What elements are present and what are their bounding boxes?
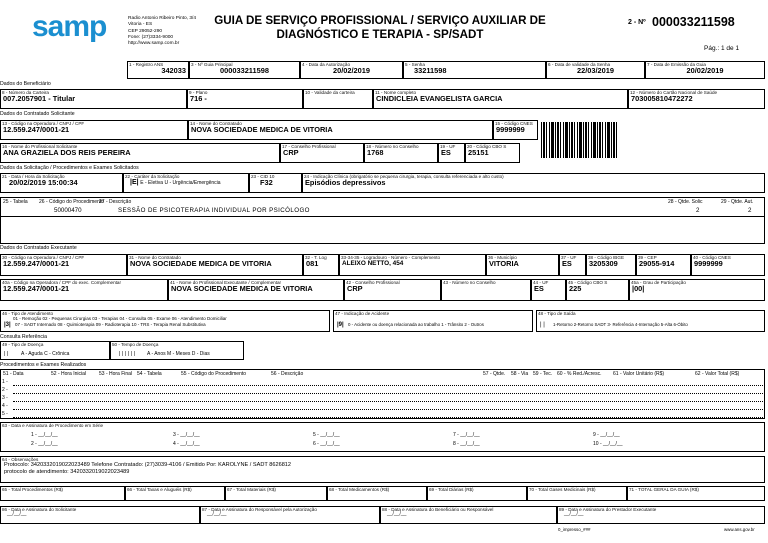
ibge-field <box>586 254 636 276</box>
field-label: 14 - Nome do Contratado <box>190 121 242 126</box>
serie-blank: __/__/__ <box>603 441 623 447</box>
codigo-executante-field <box>0 254 127 276</box>
field-label: 63 - Data e Assinatura de Procedimento em Série <box>2 423 104 428</box>
field-value: CRP <box>347 284 363 293</box>
codigo-executante-complementar-field <box>0 279 168 301</box>
nome-beneficiario-field <box>373 89 628 109</box>
table-row: 5 - <box>2 411 8 417</box>
cep-field <box>636 254 691 276</box>
field-value: NOVA SOCIEDADE MEDICA DE VITORIA <box>171 284 313 293</box>
field-label: 15 - Código CNES <box>495 121 533 126</box>
field-value: 12.559.247/0001-21 <box>3 125 70 134</box>
serie-item <box>31 432 58 438</box>
field-value: CRP <box>283 148 299 157</box>
field-label: 38 - Código IBGE <box>588 255 625 260</box>
field-label: 66 - Total Taxas e Aluguéis (R$) <box>127 487 192 492</box>
serie-number: 6 - <box>313 441 319 447</box>
field-value: 25151 <box>468 148 489 157</box>
total-medicamentos-field <box>327 486 427 501</box>
field-label: 33-34-35 - Logradouro - Número - Complemento <box>341 255 441 260</box>
field-label: 3 - Nº Guia Principal <box>191 62 233 67</box>
cbo-solicitante-field <box>465 143 520 163</box>
field-value: ES <box>534 284 544 293</box>
col-valor-unitario: 61 - Valor Unitário (R$) <box>613 371 665 377</box>
address-line: Vitoria - ES <box>128 22 153 28</box>
field-value: 007.2057901 - Titular <box>3 94 76 103</box>
tempo-value: | | | | | | <box>119 351 136 357</box>
field-label: 11 - Nome completo <box>375 90 417 95</box>
field-value: 081 <box>306 259 319 268</box>
field-label: 1 - Registro ANS <box>129 62 164 67</box>
serie-blank: __/__/__ <box>460 441 480 447</box>
col-qtde-solic: 28 - Qtde. Solic <box>668 199 703 205</box>
field-value: Episódios depressivos <box>305 178 386 187</box>
field-label: 45 - Código CBO S <box>568 280 608 285</box>
tipo-options-1: 01 - Remoção 02 - Pequenas Cirurgias 03 - Terapias 04 - Consulta 05 - Exame 06 - Atendimento Domiciliar <box>13 316 227 321</box>
serie-blank: __/__/__ <box>460 432 480 438</box>
serie-blank: __/__/__ <box>38 432 58 438</box>
table-row: 3 - <box>2 395 8 401</box>
field-value: |00| <box>632 284 645 293</box>
serie-item <box>31 441 58 447</box>
field-label: 86 - Data e Assinatura do Solicitante <box>2 507 77 512</box>
field-label: 43 - Número no Conselho <box>443 280 496 285</box>
field-label: 71 - TOTAL GERAL DA GUIA (R$) <box>629 487 699 492</box>
field-label: 65 - Total Procedimentos (R$) <box>2 487 63 492</box>
field-value: NOVA SOCIEDADE MEDICA DE VITORIA <box>191 125 333 134</box>
col-via: 58 - Via <box>511 371 529 377</box>
tipo-value: |3| <box>4 322 11 328</box>
doenca-value: | | <box>4 351 9 357</box>
tipo-options-2: 07 - SADT Internado 08 - Quimioterapia 09 - Radioterapia 10 - TRS - Terapia Renal Substitutiva <box>15 322 206 327</box>
field-label: 16 - Nome do Profissional Solicitante <box>2 144 78 149</box>
field-label: 64 - Observações <box>2 457 39 462</box>
assinatura-beneficiario-field[interactable] <box>380 506 557 524</box>
field-label: 18 - Número no Conselho <box>366 144 419 149</box>
serie-number: 8 - <box>453 441 459 447</box>
field-value: 20/02/2019 <box>686 66 724 75</box>
municipio-field <box>486 254 559 276</box>
field-label: 20 - Código CBO S <box>467 144 507 149</box>
footer-code: 0_impresso_### <box>558 527 591 532</box>
address-line: CEP 29052-290 <box>128 28 163 34</box>
field-label: 39 - CEP <box>638 255 657 260</box>
field-value: 9999999 <box>694 259 723 268</box>
field-label: 89 - Data e Assinatura do Prestador Executante <box>559 507 657 512</box>
field-label: 6 - Data de validade da Senha <box>548 62 611 67</box>
field-value: ES <box>441 148 451 157</box>
procedimento-serie-field <box>0 422 765 452</box>
assinatura-autorizacao-field[interactable] <box>200 506 380 524</box>
procedimentos-realizados-table <box>0 369 765 419</box>
saida-options: 1-Retorno 2-Retorno SADT 3- Referência 4-Internação 5-Alta 6-Óbito <box>553 322 688 327</box>
logo-text: samp <box>32 10 107 43</box>
field-label: 69 - Total Diárias (R$) <box>429 487 474 492</box>
uf-executante-2-field <box>531 279 566 301</box>
field-value: 3205309 <box>589 259 618 268</box>
num-conselho-executante-field <box>441 279 531 301</box>
serie-item <box>453 432 480 438</box>
field-label: 21 - Data / Hora da Solicitação <box>2 174 65 179</box>
field-label: 46 - Tipo de Atendimento <box>2 311 54 316</box>
indicacao-acidente-field <box>333 310 533 332</box>
field-label: 8 - Número da Carteira <box>2 90 49 95</box>
field-label: 30 - Código na Operadora / CNPJ / CPF <box>2 255 85 260</box>
table-row: 1 - <box>2 379 8 385</box>
serie-blank: __/__/__ <box>320 441 340 447</box>
field-value: NOVA SOCIEDADE MEDICA DE VITORIA <box>130 259 272 268</box>
field-label: 24 - Indicação Clínica (obrigatório se pequena cirurgia, terapia, consulta referenciada e alto custo) <box>304 174 504 179</box>
procedure-code: 50000470 <box>54 207 82 214</box>
col-tabela: 54 - Tabela <box>137 371 162 377</box>
data-emissao-field <box>645 61 765 79</box>
company-address <box>128 16 196 47</box>
serie-blank: __/__/__ <box>600 432 620 438</box>
serie-item <box>593 441 622 447</box>
field-label: 17 - Conselho Profissional <box>282 144 336 149</box>
address-line: Radio Antonio Ribeiro Pinto, 3/4 <box>128 16 196 21</box>
field-value: 716 - <box>190 94 207 103</box>
row-line <box>13 401 763 402</box>
serie-blank: __/__/__ <box>320 432 340 438</box>
field-label: 31 - Nome do Contratado <box>129 255 181 260</box>
total-gases-field <box>527 486 627 501</box>
title-line-1: GUIA DE SERVIÇO PROFISSIONAL / SERVIÇO AUXILIAR DE <box>214 14 546 27</box>
field-value: 225 <box>569 284 582 293</box>
field-label: 41 - Nome do Profissional Executante / Complementar <box>170 280 282 285</box>
serie-item <box>173 432 200 438</box>
tempo-options: A - Anos M - Meses D - Dias <box>147 351 210 357</box>
serie-number: 5 - <box>313 432 319 438</box>
guia-principal-field <box>189 61 300 79</box>
field-label: 70 - Total Gases Medicinais (R$) <box>529 487 596 492</box>
field-value: F32 <box>260 178 273 187</box>
field-value: 342033 <box>161 66 186 75</box>
conselho-executante-field <box>344 279 441 301</box>
col-tabela: 25 - Tabela <box>3 199 28 205</box>
qtde-solic-value: 2 <box>696 207 700 214</box>
serie-number: 4 - <box>173 441 179 447</box>
field-label: 88 - Data e Assinatura do Beneficiário ou Responsável <box>382 507 494 512</box>
tipo-atendimento-field <box>0 310 330 332</box>
total-geral-field <box>627 486 765 501</box>
field-label: 48 - Tipo de Saída <box>538 311 576 316</box>
col-descricao: 56 - Descrição <box>271 371 304 377</box>
address-line: Fone: (27)3334-9000 <box>128 34 174 40</box>
serie-blank: __/__/__ <box>180 432 200 438</box>
tlog-field <box>303 254 339 276</box>
total-procedimentos-field <box>0 486 125 501</box>
col-descricao: 27 - Descrição <box>99 199 132 205</box>
date-blank: __/__/__ <box>207 511 227 517</box>
assinatura-prestador-field[interactable] <box>557 506 765 524</box>
field-label: 12 - Número do Cartão Nacional de Saúde <box>630 90 718 95</box>
guide-number-label: 2 - Nº <box>628 19 646 26</box>
field-label: 5 - Senha <box>405 62 425 67</box>
registro-ans-field <box>127 61 189 79</box>
date-blank: __/__/__ <box>7 511 27 517</box>
col-hora-inicial: 52 - Hora Inicial <box>51 371 87 377</box>
field-label: 4 - Data da Autorização <box>302 62 351 67</box>
assinatura-solicitante-field[interactable] <box>0 506 200 524</box>
cbo-executante-field <box>566 279 629 301</box>
procedimentos-solicitados-table <box>0 197 765 217</box>
serie-item <box>453 441 480 447</box>
field-value: 000033211598 <box>220 66 269 75</box>
field-label: 22 - Caráter da Solicitação <box>125 174 180 179</box>
serie-number: 1 - <box>31 432 37 438</box>
carater-value: |E| <box>130 179 139 186</box>
date-blank: __/__/__ <box>564 511 584 517</box>
field-label: 19 - UF <box>440 144 456 149</box>
serie-item <box>173 441 200 447</box>
field-label: 13 - Código na Operadora / CNPJ / CPF <box>2 121 85 126</box>
nome-contratado-solicitante-field <box>188 120 493 140</box>
acidente-value: |9| <box>337 322 344 328</box>
carater-solicitacao-field <box>123 173 249 193</box>
field-label: 40a - Código na Operadora / CPF do exec. Complementar <box>2 280 121 285</box>
cns-field <box>628 89 765 109</box>
section-solicitante: Dados do Contratado Solicitante <box>0 111 75 117</box>
validade-carteira-field <box>303 89 373 109</box>
form-title <box>200 14 560 42</box>
samp-logo <box>32 10 106 44</box>
section-solicitacao: Dados da Solicitação / Procedimentos e Exames Solicitados <box>0 165 139 171</box>
acidente-options: 0 - Acidente ou doença relacionada ao trabalho 1 - Trânsito 2 - Outros <box>348 322 484 327</box>
profissional-solicitante-field <box>0 143 280 163</box>
col-qtde-aut: 29 - Qtde. Aut. <box>721 199 754 205</box>
data-solicitacao-field <box>0 173 123 193</box>
codigo-solicitante-field <box>0 120 188 140</box>
grau-participacao-field <box>629 279 765 301</box>
field-label: 68 - Total Medicamentos (R$) <box>329 487 390 492</box>
row-line <box>13 393 763 394</box>
row-line <box>13 409 763 410</box>
table-row: 2 - <box>2 387 8 393</box>
field-value: 12.559.247/0001-21 <box>3 259 70 268</box>
field-label: 7 - Data de Emissão da Guia <box>647 62 706 67</box>
field-value: CINDICLEIA EVANGELISTA GARCIA <box>376 94 503 103</box>
field-label: 42 - Conselho Profissional <box>346 280 400 285</box>
col-data: 51 - Data <box>3 371 24 377</box>
tipo-saida-field <box>536 310 765 332</box>
field-label: 40 - Código CNES <box>693 255 731 260</box>
field-value: ANA GRAZIELA DOS REIS PEREIRA <box>3 148 131 157</box>
field-value: 33211598 <box>414 66 447 75</box>
indicacao-clinica-field <box>302 173 765 193</box>
serie-item <box>593 432 620 438</box>
cid-field <box>249 173 302 193</box>
serie-number: 10 - <box>593 441 602 447</box>
observacoes-field <box>0 456 765 483</box>
logradouro-field <box>339 254 486 276</box>
total-diarias-field <box>427 486 527 501</box>
serie-number: 2 - <box>31 441 37 447</box>
title-line-2: DIAGNÓSTICO E TERAPIA - SP/SADT <box>276 28 484 41</box>
field-value: 22/03/2019 <box>577 66 614 75</box>
serie-number: 9 - <box>593 432 599 438</box>
tipo-doenca-field <box>0 341 110 360</box>
field-value: 703005810472272 <box>631 94 693 103</box>
row-line <box>13 417 763 418</box>
serie-blank: __/__/__ <box>38 441 58 447</box>
field-value: 29055-914 <box>639 259 675 268</box>
uf-executante-field <box>559 254 586 276</box>
doenca-options: A - Aguda C - Crônica <box>21 351 70 357</box>
field-label: 10 - Validade da carteira <box>305 90 355 95</box>
validade-senha-field <box>546 61 645 79</box>
carteira-field <box>0 89 187 109</box>
serie-blank: __/__/__ <box>180 441 200 447</box>
qtde-aut-value: 2 <box>748 207 752 214</box>
col-codigo: 55 - Código do Procedimento <box>181 371 247 377</box>
saida-value: | | <box>540 322 545 328</box>
total-taxas-field <box>125 486 225 501</box>
senha-field <box>403 61 546 79</box>
field-label: 49 - Tipo de Doença <box>2 342 44 347</box>
serie-item <box>313 432 340 438</box>
conselho-solicitante-field <box>280 143 364 163</box>
col-valor-total: 62 - Valor Total (R$) <box>695 371 740 377</box>
col-hora-final: 53 - Hora Final <box>99 371 133 377</box>
date-blank: __/__/__ <box>387 511 407 517</box>
field-label: 44 - UF <box>533 280 549 285</box>
section-executante: Dados do Contratado Executante <box>0 245 77 251</box>
col-codigo: 26 - Código do Procedimento <box>39 199 105 205</box>
col-tec: 59 - Tec. <box>533 371 553 377</box>
procedure-description: SESSÃO DE PSICOTERAPIA INDIVIDUAL POR PSICÓLOGO <box>118 207 310 214</box>
total-materiais-field <box>225 486 327 501</box>
field-label: 45a - Grau de Participação <box>631 280 686 285</box>
row-line <box>13 385 763 386</box>
nome-executante-field <box>127 254 303 276</box>
field-value: 9999999 <box>496 125 525 134</box>
carater-options: E - Eletiva U - Urgência/Emergência <box>140 180 221 186</box>
footer-site: www.ans.gov.br <box>724 527 755 532</box>
serie-number: 7 - <box>453 432 459 438</box>
uf-solicitante-field <box>438 143 465 163</box>
field-label: 9 - Plano <box>189 90 208 95</box>
serie-item <box>313 441 340 447</box>
field-label: 23 - CID 10 <box>251 174 275 179</box>
address-line: http://www.samp.com.br <box>128 41 180 47</box>
profissional-executante-field <box>168 279 344 301</box>
field-label: 37 - UF <box>561 255 577 260</box>
table-row: 4 - <box>2 403 8 409</box>
num-conselho-solicitante-field <box>364 143 438 163</box>
col-qtde: 57 - Qtde. <box>483 371 506 377</box>
field-label: 36 - Município <box>488 255 517 260</box>
field-value: ES <box>562 259 572 268</box>
field-label: 87 - Data e Assinatura do Responsável pela Autorização <box>202 507 317 512</box>
procedimentos-blank-area <box>0 217 765 244</box>
col-red-acresc: 60 - % Red./Acresc. <box>557 371 602 377</box>
field-value: 12.559.247/0001-21 <box>3 284 70 293</box>
guide-number: 000033211598 <box>652 15 735 29</box>
plano-field <box>187 89 303 109</box>
section-beneficiario: Dados do Beneficiário <box>0 81 51 87</box>
field-value: 20/02/2019 <box>333 66 370 75</box>
field-value: ALEIXO NETTO, 454 <box>342 260 404 267</box>
serie-number: 3 - <box>173 432 179 438</box>
data-autorizacao-field <box>300 61 403 79</box>
field-label: 47 - Indicação de Acidente <box>335 311 390 316</box>
page-indicator: Pág.: 1 de 1 <box>704 45 740 52</box>
field-value: 20/02/2019 15:00:34 <box>9 178 78 187</box>
field-label: 67 - Total Materiais (R$) <box>227 487 276 492</box>
tempo-doenca-field <box>110 341 244 360</box>
section-procedimentos-realizados: Procedimentos e Exames Realizados <box>0 362 87 368</box>
field-label: 50 - Tempo de Doença <box>112 342 159 347</box>
section-consulta-referencia: Consulta Referência <box>0 334 48 340</box>
observacao-line: protocolo de atendimento: 3420332019022023489 <box>4 469 130 475</box>
field-value: 1768 <box>367 148 384 157</box>
field-value: VITORIA <box>489 259 519 268</box>
barcode <box>541 122 619 158</box>
cnes-executante-field <box>691 254 765 276</box>
cnes-solicitante-field <box>493 120 538 140</box>
field-label: 32 - T. Log <box>305 255 327 260</box>
observacao-line: Protocolo: 3420332019022023489 Telefone Contratado: (27)3039-4106 / Emitido Por: KAROLYNE / SADT 8626812 <box>4 462 292 468</box>
